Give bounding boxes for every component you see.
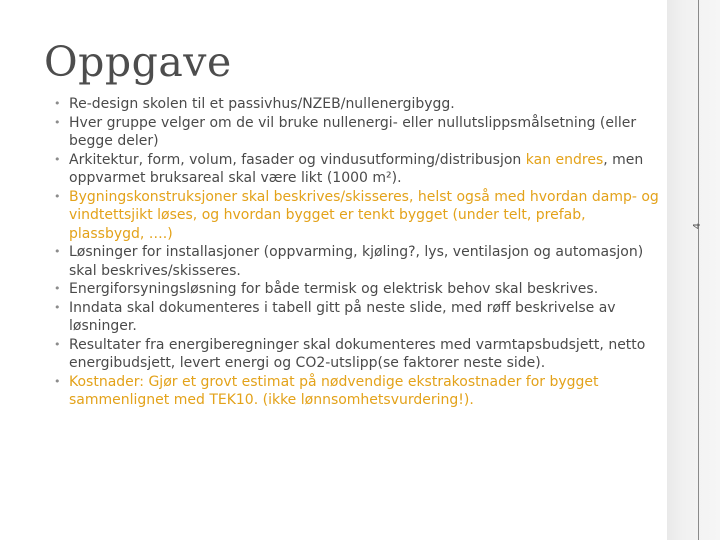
bullet-text: , men oppvarmet bruksareal skal være likt (1000 m²).	[69, 151, 644, 186]
side-divider-line	[698, 0, 699, 540]
side-band	[667, 0, 720, 540]
bullet-text-highlight: kan endres	[525, 151, 604, 168]
bullet-text: Løsninger for installasjoner (oppvarming, kjøling?, lys, ventilasjon og automasjon) skal beskrives/skisseres.	[69, 244, 644, 279]
bullet-text: Energiforsyningsløsning for både termisk og elektrisk behov skal beskrives.	[69, 281, 599, 297]
bullet-dot-icon: •	[54, 374, 61, 388]
bullet-item	[52, 336, 660, 373]
bullet-list	[52, 95, 660, 410]
bullet-item	[52, 299, 660, 336]
slide-title: Oppgave	[44, 38, 232, 86]
bullet-item	[52, 188, 660, 244]
bullet-item	[52, 373, 660, 410]
bullet-text: Arkitektur, form, volum, fasader og vindusutforming/distribusjon	[69, 151, 526, 168]
page-number: 4	[692, 222, 703, 230]
bullet-text: Resultater fra energiberegninger skal dokumenteres med varmtapsbudsjett, netto energibudsjett, levert energi og CO2-utslipp(se faktorer neste side).	[69, 336, 646, 371]
bullet-text: Hver gruppe velger om de vil bruke nullenergi- eller nullutslippsmålsetning (eller begge deler)	[69, 114, 637, 149]
bullet-dot-icon: •	[54, 245, 61, 258]
bullet-dot-icon: •	[54, 115, 61, 129]
bullet-dot-icon: •	[54, 97, 61, 110]
bullet-text: Re-design skolen til et passivhus/NZEB/nullenergibygg.	[69, 96, 455, 112]
bullet-item	[52, 114, 660, 151]
bullet-dot-icon: •	[54, 189, 61, 203]
bullet-item	[52, 95, 660, 114]
bullet-item	[52, 280, 660, 299]
bullet-dot-icon: •	[54, 300, 61, 314]
bullet-text-highlight: Kostnader: Gjør et grovt estimat på nødvendige ekstrakostnader for bygget sammenlignet med TEK10. (ikke lønnsomhetsvurdering!).	[69, 373, 599, 408]
bullet-text-highlight: Bygningskonstruksjoner skal beskrives/skisseres, helst også med hvordan damp- og vindtettsjikt løses, og hvordan bygget er tenkt bygget (under telt, prefab, plassbygd, ….)	[69, 188, 659, 242]
bullet-text: Inndata skal dokumenteres i tabell gitt på neste slide, med røff beskrivelse av løsninger.	[69, 299, 616, 334]
bullet-dot-icon: •	[54, 152, 61, 166]
bullet-item	[52, 151, 660, 188]
bullet-dot-icon: •	[54, 337, 61, 351]
bullet-item	[52, 243, 660, 280]
bullet-dot-icon: •	[54, 282, 61, 295]
